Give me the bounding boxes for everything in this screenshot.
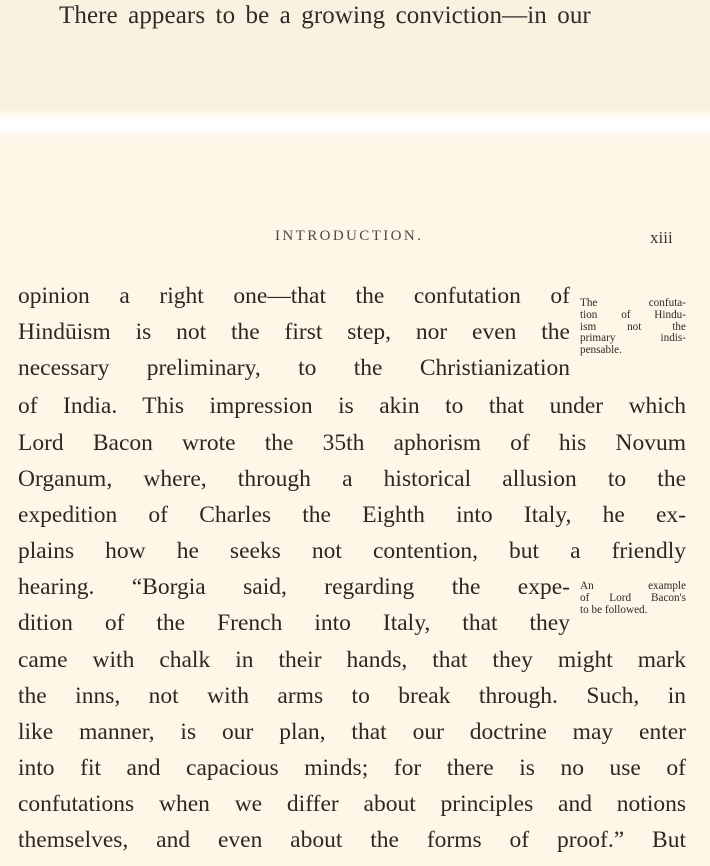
body-text-line: of India. This impression is akin to that under which (18, 393, 686, 419)
body-text-line: came with chalk in their hands, that they might mark (18, 647, 686, 673)
side-note-line: tion of Hindu- (580, 308, 686, 321)
book-page (0, 139, 710, 866)
body-text-line: necessary preliminary, to the Christianization (18, 355, 570, 381)
side-note-line: primary indis- (580, 332, 686, 345)
side-note-line: to be followed. (580, 603, 648, 616)
body-text-line: Organum, where, through a historical allusion to the (18, 466, 686, 492)
body-text-line: opinion a right one—that the confutation of (18, 283, 570, 309)
running-head: INTRODUCTION. (275, 228, 424, 244)
body-text-line: like manner, is our plan, that our doctrine may enter (18, 719, 686, 745)
body-text-line: the inns, not with arms to break through. Such, in (18, 683, 686, 709)
side-note-line: of Lord Bacon's (580, 591, 686, 604)
body-text-line: expedition of Charles the Eighth into Italy, he ex- (18, 502, 686, 528)
page-gap (0, 111, 710, 139)
body-text-line: into fit and capacious minds; for there is no use of (18, 755, 686, 781)
body-text-line: hearing. “Borgia said, regarding the expe- (18, 574, 570, 600)
side-note-line: ism not the (580, 320, 686, 333)
side-note-bacon (580, 581, 686, 616)
body-text-line: Lord Bacon wrote the 35th aphorism of his Novum (18, 430, 686, 456)
body-text-line: Hindūism is not the first step, nor even the (18, 319, 570, 345)
body-text-line: confutations when we differ about principles and notions (18, 791, 686, 817)
side-note-line: pensable. (580, 344, 622, 357)
side-note-confutation (580, 298, 686, 357)
body-text-line: dition of the French into Italy, that they (18, 610, 570, 636)
side-note-line: The confuta- (580, 297, 686, 309)
body-text-line: themselves, and even about the forms of proof.” But (18, 827, 686, 853)
side-note-line: An example (580, 580, 686, 592)
body-text-line: plains how he seeks not contention, but a friendly (18, 538, 686, 564)
previous-page-fragment (0, 0, 710, 111)
page-number: xiii (650, 228, 673, 247)
previous-page-text-line: There appears to be a growing conviction—in our (59, 2, 591, 29)
